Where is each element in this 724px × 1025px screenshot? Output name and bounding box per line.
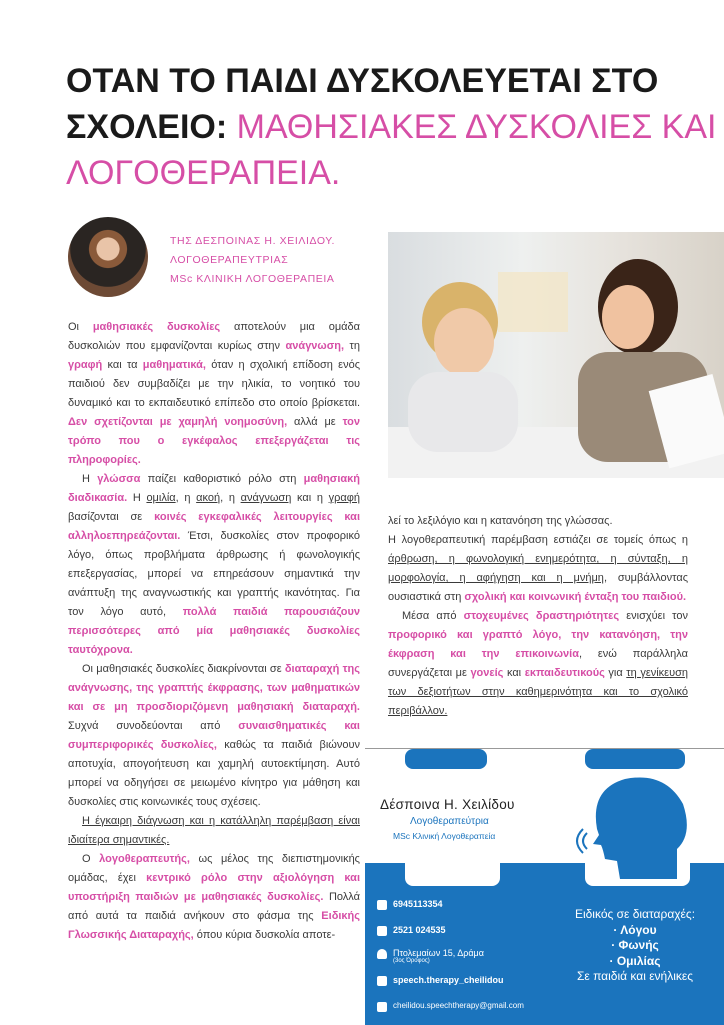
instagram-handle: speech.therapy_cheilidou	[393, 975, 504, 985]
card-address	[377, 948, 484, 964]
underlined-text: ομιλία	[146, 492, 176, 504]
highlighted-text: ανάγνωση,	[285, 340, 345, 352]
byline-degree: MSc ΚΛΙΝΙΚΗ ΛΟΓΟΘΕΡΑΠΕΙΑ	[170, 273, 335, 285]
author-byline	[170, 232, 335, 289]
highlighted-text: γραφή	[68, 359, 103, 371]
underlined-text: γραφή	[328, 492, 360, 504]
highlighted-text: πολλά παιδιά παρουσιάζουν περισσότερες από μία μαθησιακές δυσκολίες ταυτόχρονα.	[68, 606, 360, 656]
card-role: Λογοθεραπεύτρια	[410, 816, 489, 827]
byline-role: ΛΟΓΟΘΕΡΑΠΕΥΤΡΙΑΣ	[170, 254, 289, 266]
mobile-phone-icon	[377, 900, 387, 910]
body-text: Ο	[82, 853, 100, 865]
highlighted-text: συναισθηματικές και συμπεριφορικές δυσκολίες,	[68, 720, 360, 751]
article-paragraph	[68, 660, 360, 812]
mobile-number: 6945113354	[393, 899, 443, 909]
spec-footer: Σε παιδιά και ενήλικες	[576, 969, 694, 983]
underlined-text: ανάγνωση	[240, 492, 292, 504]
body-text: Έτσι, δυσκολίες στον προφορικό λόγο, όπως προβλήματα άρθρωσης ή φωνολογικής επεξεργασίας, μπορεί να επηρεάσουν σημαντικά την ανάπτυξη της αναγνωστικής και γραπτής ικανότητας. Για τον λόγο αυτό,	[68, 530, 360, 618]
body-text: , συμβάλλοντας ουσιαστικά στη	[388, 572, 689, 603]
body-text: Πολλά από αυτά τα παιδιά ανήκουν στο φάσμα της	[68, 891, 360, 922]
article-paragraph	[388, 512, 688, 531]
address-floor: (3ος Όροφος)	[393, 958, 430, 964]
body-text: και η	[291, 492, 329, 504]
highlighted-text: εκπαιδευτικούς	[524, 667, 605, 679]
highlighted-text: διαταραχή της ανάγνωσης, της γραπτής έκφρασης, των μαθηματικών και σε μη προσδιοριζόμενη μαθησιακή διαταραχή.	[68, 663, 360, 713]
highlighted-text: προφορικό και γραπτό λόγο, την κατανόηση, την έκφραση και την επικοινωνία	[388, 629, 688, 660]
article-paragraph	[68, 812, 360, 850]
highlighted-text: Δεν σχετίζονται με χαμηλή νοημοσύνη,	[68, 416, 288, 428]
body-text: παίζει καθοριστικό ρόλο στη	[140, 473, 304, 485]
highlighted-text: κεντρικό ρόλο στην αξιολόγηση και υποστήριξη παιδιών με μαθησιακές δυσκολίες.	[68, 872, 360, 903]
telephone-icon	[377, 926, 387, 936]
body-text: Οι μαθησιακές δυσκολίες διακρίνονται σε	[82, 663, 285, 675]
highlighted-text: στοχευμένες δραστηριότητες	[463, 610, 620, 622]
body-text: και	[503, 667, 525, 679]
location-pin-icon	[377, 949, 387, 959]
highlighted-text: μαθηματικά,	[142, 359, 206, 371]
body-text: Η λογοθεραπευτική παρέμβαση εστιάζει σε τομείς όπως η	[388, 534, 688, 546]
spec-item: · Φωνής	[611, 938, 659, 952]
article-paragraph	[388, 531, 688, 607]
spec-item: · Ομιλίας	[609, 953, 661, 968]
email-address: cheilidou.speechtherapy@gmail.com	[393, 1001, 524, 1010]
body-text: Οι	[68, 321, 93, 333]
body-text: , ενώ παράλληλα συνεργάζεται με	[388, 648, 688, 679]
article-title	[66, 58, 721, 196]
body-text: καθώς τα παιδιά βιώνουν αποτυχία, απογοήτευση και χαμηλή αυτοεκτίμηση. Αυτό μπορεί να οδηγήσει σε μειωμένο κίνητρο για μάθηση και δυσκολίες στις κοινωνικές τους σχέσεις.	[68, 739, 360, 808]
card-email[interactable]	[377, 1001, 524, 1012]
highlighted-text: λογοθεραπευτής,	[99, 853, 190, 865]
author-avatar	[68, 217, 148, 297]
title-bold: ΟΤΑΝ ΤΟ ΠΑΙΔΙ ΔΥΣΚΟΛΕΥΕΤΑΙ ΣΤΟ ΣΧΟΛΕΙΟ:	[66, 62, 659, 146]
title-light: ΜΑΘΗΣΙΑΚΕΣ ΔΥΣΚΟΛΙΕΣ ΚΑΙ ΛΟΓΟΘΕΡΑΠΕΙΑ.	[66, 108, 717, 192]
article-column-left	[68, 318, 360, 945]
body-text: αλλά με	[287, 416, 343, 428]
card-degree: MSc Κλινική Λογοθεραπεία	[393, 831, 496, 841]
underlined-text: Η έγκαιρη διάγνωση και η κατάλληλη παρέμβαση είναι ιδιαίτερα σημαντικές.	[68, 815, 360, 846]
article-column-right	[388, 512, 688, 721]
highlighted-text: σχολική και κοινωνική ένταξη του παιδιού.	[464, 591, 687, 603]
photo-illustration	[388, 232, 724, 478]
body-text: Η	[82, 473, 98, 485]
card-instagram[interactable]	[377, 975, 504, 986]
article-paragraph	[68, 470, 360, 660]
body-text: ως μέλος της διεπιστημονικής ομάδας, έχει	[68, 853, 360, 884]
underlined-text: τη γενίκευση των δεξιοτήτων στην καθημερινότητα και το σχολικό περιβάλλον.	[388, 667, 688, 717]
highlighted-text: γονείς	[470, 667, 504, 679]
article-paragraph	[68, 318, 360, 470]
business-card-ad	[365, 748, 724, 1025]
highlighted-text: μαθησιακή διαδικασία.	[68, 473, 360, 504]
byline-name: ΤΗΣ ΔΕΣΠΟΙΝΑΣ Η. ΧΕΙΛΙΔΟΥ.	[170, 235, 336, 247]
card-specialties	[560, 907, 710, 985]
body-text: Η	[127, 492, 147, 504]
spec-item: · Λόγου	[613, 922, 657, 937]
instagram-icon	[377, 976, 387, 986]
body-text: , η	[220, 492, 241, 504]
card-name: Δέσποινα Η. Χειλίδου	[380, 797, 515, 812]
highlighted-text: κοινές εγκεφαλικές λειτουργίες και αλληλοεπηρεάζονται.	[68, 511, 360, 542]
body-text: βασίζονται σε	[68, 511, 155, 523]
address-text: Πτολεμαίων 15, Δράμα	[393, 948, 484, 958]
article-paragraph	[68, 850, 360, 945]
body-text: λεί το λεξιλόγιο και η κατανόηση της γλώσσας.	[388, 515, 613, 527]
spec-title: Ειδικός σε διαταραχές:	[574, 907, 696, 921]
article-photo	[388, 232, 724, 478]
body-text: , η	[175, 492, 197, 504]
underlined-text: άρθρωση, η φωνολογική ενημερότητα, η σύνταξη, η μορφολογία, η αφήγηση και η μνήμη	[388, 553, 688, 584]
body-text: και τα	[102, 359, 143, 371]
highlighted-text: μαθησιακές δυσκολίες	[92, 321, 221, 333]
email-icon	[377, 1002, 387, 1012]
body-text: Συχνά συνοδεύονται από	[68, 720, 239, 732]
highlighted-text: τον τρόπο που ο εγκέφαλος επεξεργάζεται τις πληροφορίες.	[68, 416, 361, 466]
highlighted-text: Ειδικής Γλωσσικής Διαταραχής,	[68, 910, 360, 941]
body-text: όπου κύρια δυσκολία αποτε-	[193, 929, 336, 941]
underlined-text: ακοή	[196, 492, 221, 504]
card-phone[interactable]	[377, 925, 446, 936]
card-mobile[interactable]	[377, 899, 443, 910]
body-text: αποτελούν μια ομάδα δυσκολιών που εμφανίζονται κυρίως στην	[68, 321, 361, 352]
body-text: όταν η σχολική επίδοση ενός παιδιού δεν συμβαδίζει με την ηλικία, το νοητικό του δυναμικό και το εκπαιδευτικό επίπεδο στο οποίο βρίσκεται.	[68, 359, 360, 409]
body-text: ενισχύει τον	[619, 610, 688, 622]
body-text: για	[604, 667, 627, 679]
body-text: τη	[344, 340, 360, 352]
phone-number: 2521 024535	[393, 925, 446, 935]
highlighted-text: γλώσσα	[97, 473, 141, 485]
body-text: Μέσα από	[402, 610, 464, 622]
article-paragraph	[388, 607, 688, 721]
